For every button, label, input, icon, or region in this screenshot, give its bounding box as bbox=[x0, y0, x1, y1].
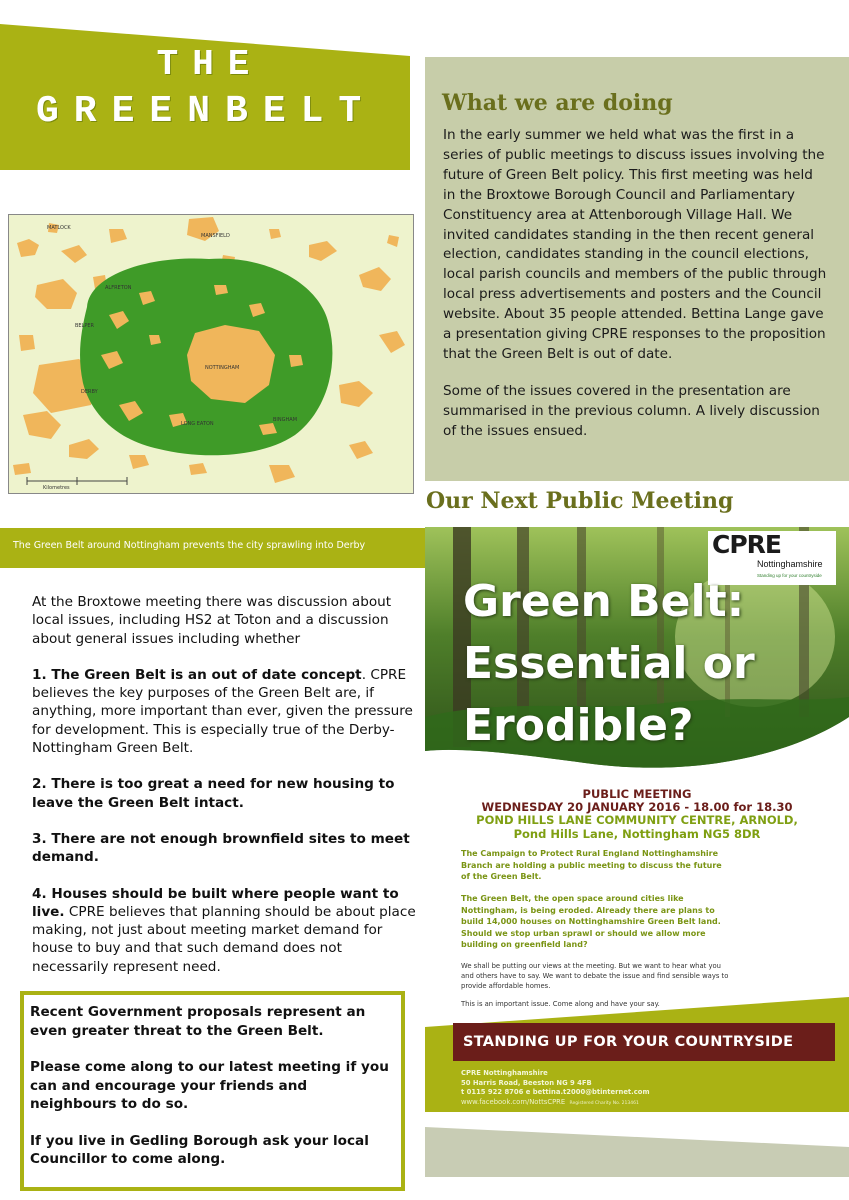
map-label-belper: BELPER bbox=[75, 323, 95, 329]
contact-details bbox=[461, 1069, 650, 1108]
poster-intro: The Campaign to Protect Rural England Nottinghamshire Branch are holding a public meeting to discuss the future of the Green Belt. bbox=[461, 849, 722, 881]
contact-org: CPRE Nottinghamshire bbox=[461, 1069, 548, 1077]
map-label-derby: DERBY bbox=[81, 389, 98, 395]
what-we-are-doing-body bbox=[443, 126, 829, 459]
map-label-bingham: BINGHAM bbox=[273, 417, 298, 423]
point-text: . CPRE believes the key purposes of the Green Belt are, if anything, more important than ever, given the pressure for development. This is especially true of the Derby-Nottingham Green Belt. bbox=[32, 666, 413, 757]
contact-address: 50 Harris Road, Beeston NG 9 4FB bbox=[461, 1078, 592, 1087]
map-caption: The Green Belt around Nottingham prevents the city sprawling into Derby bbox=[13, 540, 366, 551]
map-label-nottingham: NOTTINGHAM bbox=[205, 365, 240, 371]
contact-web-row bbox=[461, 1098, 650, 1109]
venue-line: Pond Hills Lane, Nottingham NG5 8DR bbox=[513, 827, 761, 841]
callout-paragraph: Recent Government proposals represent an even greater threat to the Green Belt. bbox=[30, 1004, 366, 1039]
poster-small-text bbox=[461, 961, 731, 1017]
cpre-logo-name: Nottinghamshire bbox=[757, 559, 823, 569]
contact-web[interactable]: www.facebook.com/NottsCPRE bbox=[461, 1097, 566, 1106]
charity-number: Registered Charity No. 213461 bbox=[569, 1100, 639, 1106]
map-label-matlock: MATLOCK bbox=[47, 225, 71, 231]
small-paragraph: We shall be putting our views at the meeting. But we want to hear what you and others have to say. We want to debate the issue and find sensible ways to provide affordable homes. bbox=[461, 962, 729, 990]
poster-body: The Green Belt, the open space around cities like Nottingham, is being eroded. Already there are plans to build 14,000 houses on Nottinghamshire Green Belt land. Should we stop urban sprawl or should we allow more building on greenfield land? bbox=[461, 894, 721, 949]
map-label-scale: Kilometres bbox=[43, 485, 70, 491]
callout-paragraph: If you live in Gedling Borough ask your local Councillor to come along. bbox=[30, 1132, 369, 1167]
point-3 bbox=[32, 830, 417, 867]
callout-paragraph: Please come along to our latest meeting if you can and encourage your friends and neighbours to do so. bbox=[30, 1059, 389, 1112]
map-label-long-eaton: LONG EATON bbox=[181, 421, 214, 427]
headline-line: Erodible? bbox=[463, 700, 694, 751]
map-label-alfreton: ALFRETON bbox=[105, 285, 132, 291]
point-heading: 1. The Green Belt is an out of date concept bbox=[32, 666, 362, 683]
intro-paragraph: At the Broxtowe meeting there was discussion about local issues, including HS2 at Toton and a discussion about general issues including whether bbox=[32, 594, 392, 647]
next-meeting-heading: Our Next Public Meeting bbox=[426, 488, 734, 514]
map-label-mansfield: MANSFIELD bbox=[201, 233, 230, 239]
point-4 bbox=[32, 885, 417, 976]
meeting-poster bbox=[425, 527, 849, 1177]
contact-phone-email: t 0115 922 8706 e bettina.t2000@btinternet.com bbox=[461, 1088, 650, 1096]
left-column-body bbox=[32, 593, 417, 994]
poster-headline bbox=[463, 571, 763, 757]
point-heading: 4. Houses should be built where people want to live. bbox=[32, 885, 399, 920]
public-meeting-label: PUBLIC MEETING bbox=[582, 787, 692, 801]
point-1 bbox=[32, 666, 417, 757]
meeting-venue bbox=[425, 813, 849, 841]
headline-line: Green Belt: bbox=[463, 576, 745, 627]
small-paragraph: This is an important issue. Come along and have your say. bbox=[461, 1000, 660, 1008]
venue-line: POND HILLS LANE COMMUNITY CENTRE, ARNOLD, bbox=[476, 813, 798, 827]
green-belt-map bbox=[8, 214, 414, 494]
cpre-logo-tagline: Standing up for your countryside bbox=[757, 573, 822, 578]
point-heading: 2. There is too great a need for new housing to leave the Green Belt intact. bbox=[32, 776, 395, 811]
callout-text bbox=[30, 1003, 390, 1187]
point-heading: 3. There are not enough brownfield sites to meet demand. bbox=[32, 830, 410, 866]
cpre-logo-letters: CPRE bbox=[712, 530, 781, 559]
title-line-the: THE bbox=[156, 44, 264, 85]
map-graphic bbox=[9, 215, 413, 493]
title-line-greenbelt: GREENBELT bbox=[36, 90, 377, 133]
what-we-are-doing-heading: What we are doing bbox=[442, 90, 673, 116]
point-text: CPRE believes that planning should be about place making, not just about meeting market demand for house to buy and that such demand does not necessarily represent need. bbox=[32, 903, 416, 975]
headline-line: Essential or bbox=[463, 638, 755, 689]
paragraph: Some of the issues covered in the presentation are summarised in the previous column. A lively discussion of the issues ensued. bbox=[443, 382, 820, 439]
paragraph: In the early summer we held what was the first in a series of public meetings to discuss issues involving the future of Green Belt policy. This first meeting was held in the Broxtowe Borough Council and Parliamentary Constituency area at Attenborough Village Hall. We invited candidates standing in the then recent general election, candidates standing in the council elections, local parish councils and members of the public through local press advertisements and posters and the Council website. About 35 people attended. Bettina Lange gave a presentation giving CPRE responses to the proposition that the Green Belt is out of date. bbox=[443, 127, 827, 362]
point-2 bbox=[32, 775, 417, 812]
standing-up-text: STANDING UP FOR YOUR COUNTRYSIDE bbox=[463, 1034, 794, 1050]
meeting-date: WEDNESDAY 20 JANUARY 2016 - 18.00 for 18.30 bbox=[481, 800, 793, 814]
